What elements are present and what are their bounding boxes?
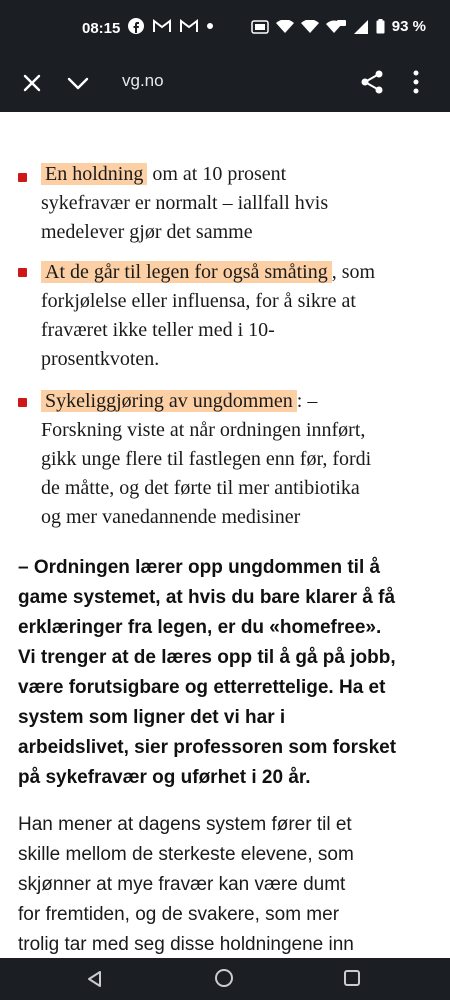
text-line: , som xyxy=(331,261,376,283)
highlighted-term: Sykeliggjøring av ungdommen xyxy=(41,390,297,412)
wifi-icon xyxy=(276,20,294,34)
home-icon[interactable] xyxy=(214,968,234,988)
facebook-icon xyxy=(128,18,144,34)
browser-toolbar xyxy=(0,58,450,112)
bullet-marker xyxy=(18,398,27,407)
text-line: være forutsigbare og etterrettelige. Ha et xyxy=(18,677,386,698)
more-notifications-dot-icon xyxy=(207,23,213,29)
text-line: skille mellom de sterkeste elevene, som xyxy=(18,844,354,865)
text-line: Forskning viste at når ordningen innført, xyxy=(41,419,366,441)
gmail-icon-2 xyxy=(180,19,198,33)
more-options-icon[interactable] xyxy=(410,69,422,95)
back-icon[interactable] xyxy=(86,970,104,988)
status-bar xyxy=(0,0,450,58)
text-line: de måtte, og det førte til mer antibiotika xyxy=(41,477,360,499)
text-line: og mer vanedannende medisiner xyxy=(41,506,301,528)
recent-apps-icon[interactable] xyxy=(343,969,361,987)
text-line: Han mener at dagens system fører til et xyxy=(18,814,352,835)
close-icon[interactable] xyxy=(20,71,44,95)
notification-icons xyxy=(128,18,213,34)
text-line: skjønner at mye fravær kan være dumt xyxy=(18,874,346,895)
navigation-bar xyxy=(0,958,450,1000)
bullet-item xyxy=(41,258,375,374)
bullet-item xyxy=(41,160,328,247)
battery-percent: 93 % xyxy=(391,18,426,35)
text-line: Vi trenger at de læres opp til å gå på jobb, xyxy=(18,647,396,668)
text-line: forkjølelse eller influensa, for å sikre at xyxy=(41,290,356,312)
text-line: prosentkvoten. xyxy=(41,348,160,370)
bullet-item xyxy=(41,387,371,532)
text-line: fraværet ikke teller med i 10- xyxy=(41,319,275,341)
status-time: 08:15 xyxy=(82,20,121,37)
body-paragraph xyxy=(18,810,354,958)
bullet-marker xyxy=(18,173,27,182)
data-saver-icon xyxy=(251,20,269,34)
share-icon[interactable] xyxy=(359,69,385,95)
bullet-marker xyxy=(18,268,27,277)
text-line: : – xyxy=(296,390,318,412)
highlighted-term: En holdning xyxy=(41,163,147,185)
text-line: for fremtiden, og de svakere, som mer xyxy=(18,904,340,925)
text-line: medelever gjør det samme xyxy=(41,221,253,243)
signal-icon xyxy=(353,20,369,34)
lte-signal-icon xyxy=(326,20,346,34)
battery-icon xyxy=(376,19,385,34)
text-line: om at 10 prosent xyxy=(147,163,287,185)
text-line: erklæringer fra legen, er du «homefree». xyxy=(18,617,382,638)
gmail-icon xyxy=(153,19,171,33)
url-text[interactable]: vg.no xyxy=(122,71,164,90)
text-line: system som ligner det vi har i xyxy=(18,707,286,728)
highlighted-term: At de går til legen for også småting xyxy=(41,261,332,283)
text-line: – Ordningen lærer opp ungdommen til å xyxy=(18,557,381,578)
text-line: gikk unge flere til fastlegen enn før, fordi xyxy=(41,448,372,470)
system-icons xyxy=(251,18,426,35)
text-line: sykefravær er normalt – iallfall hvis xyxy=(41,192,329,214)
text-line: arbeidslivet, sier professoren som forsket xyxy=(18,737,397,758)
article-content xyxy=(0,112,450,958)
text-line: trolig tar med seg disse holdningene inn xyxy=(18,934,354,955)
text-line: på sykefravær og uførhet i 20 år. xyxy=(18,767,311,788)
quote-paragraph xyxy=(18,553,396,793)
text-line: game systemet, at hvis du bare klarer å få xyxy=(18,587,396,608)
wifi-calling-icon xyxy=(301,20,319,34)
chevron-down-icon[interactable] xyxy=(65,71,91,95)
